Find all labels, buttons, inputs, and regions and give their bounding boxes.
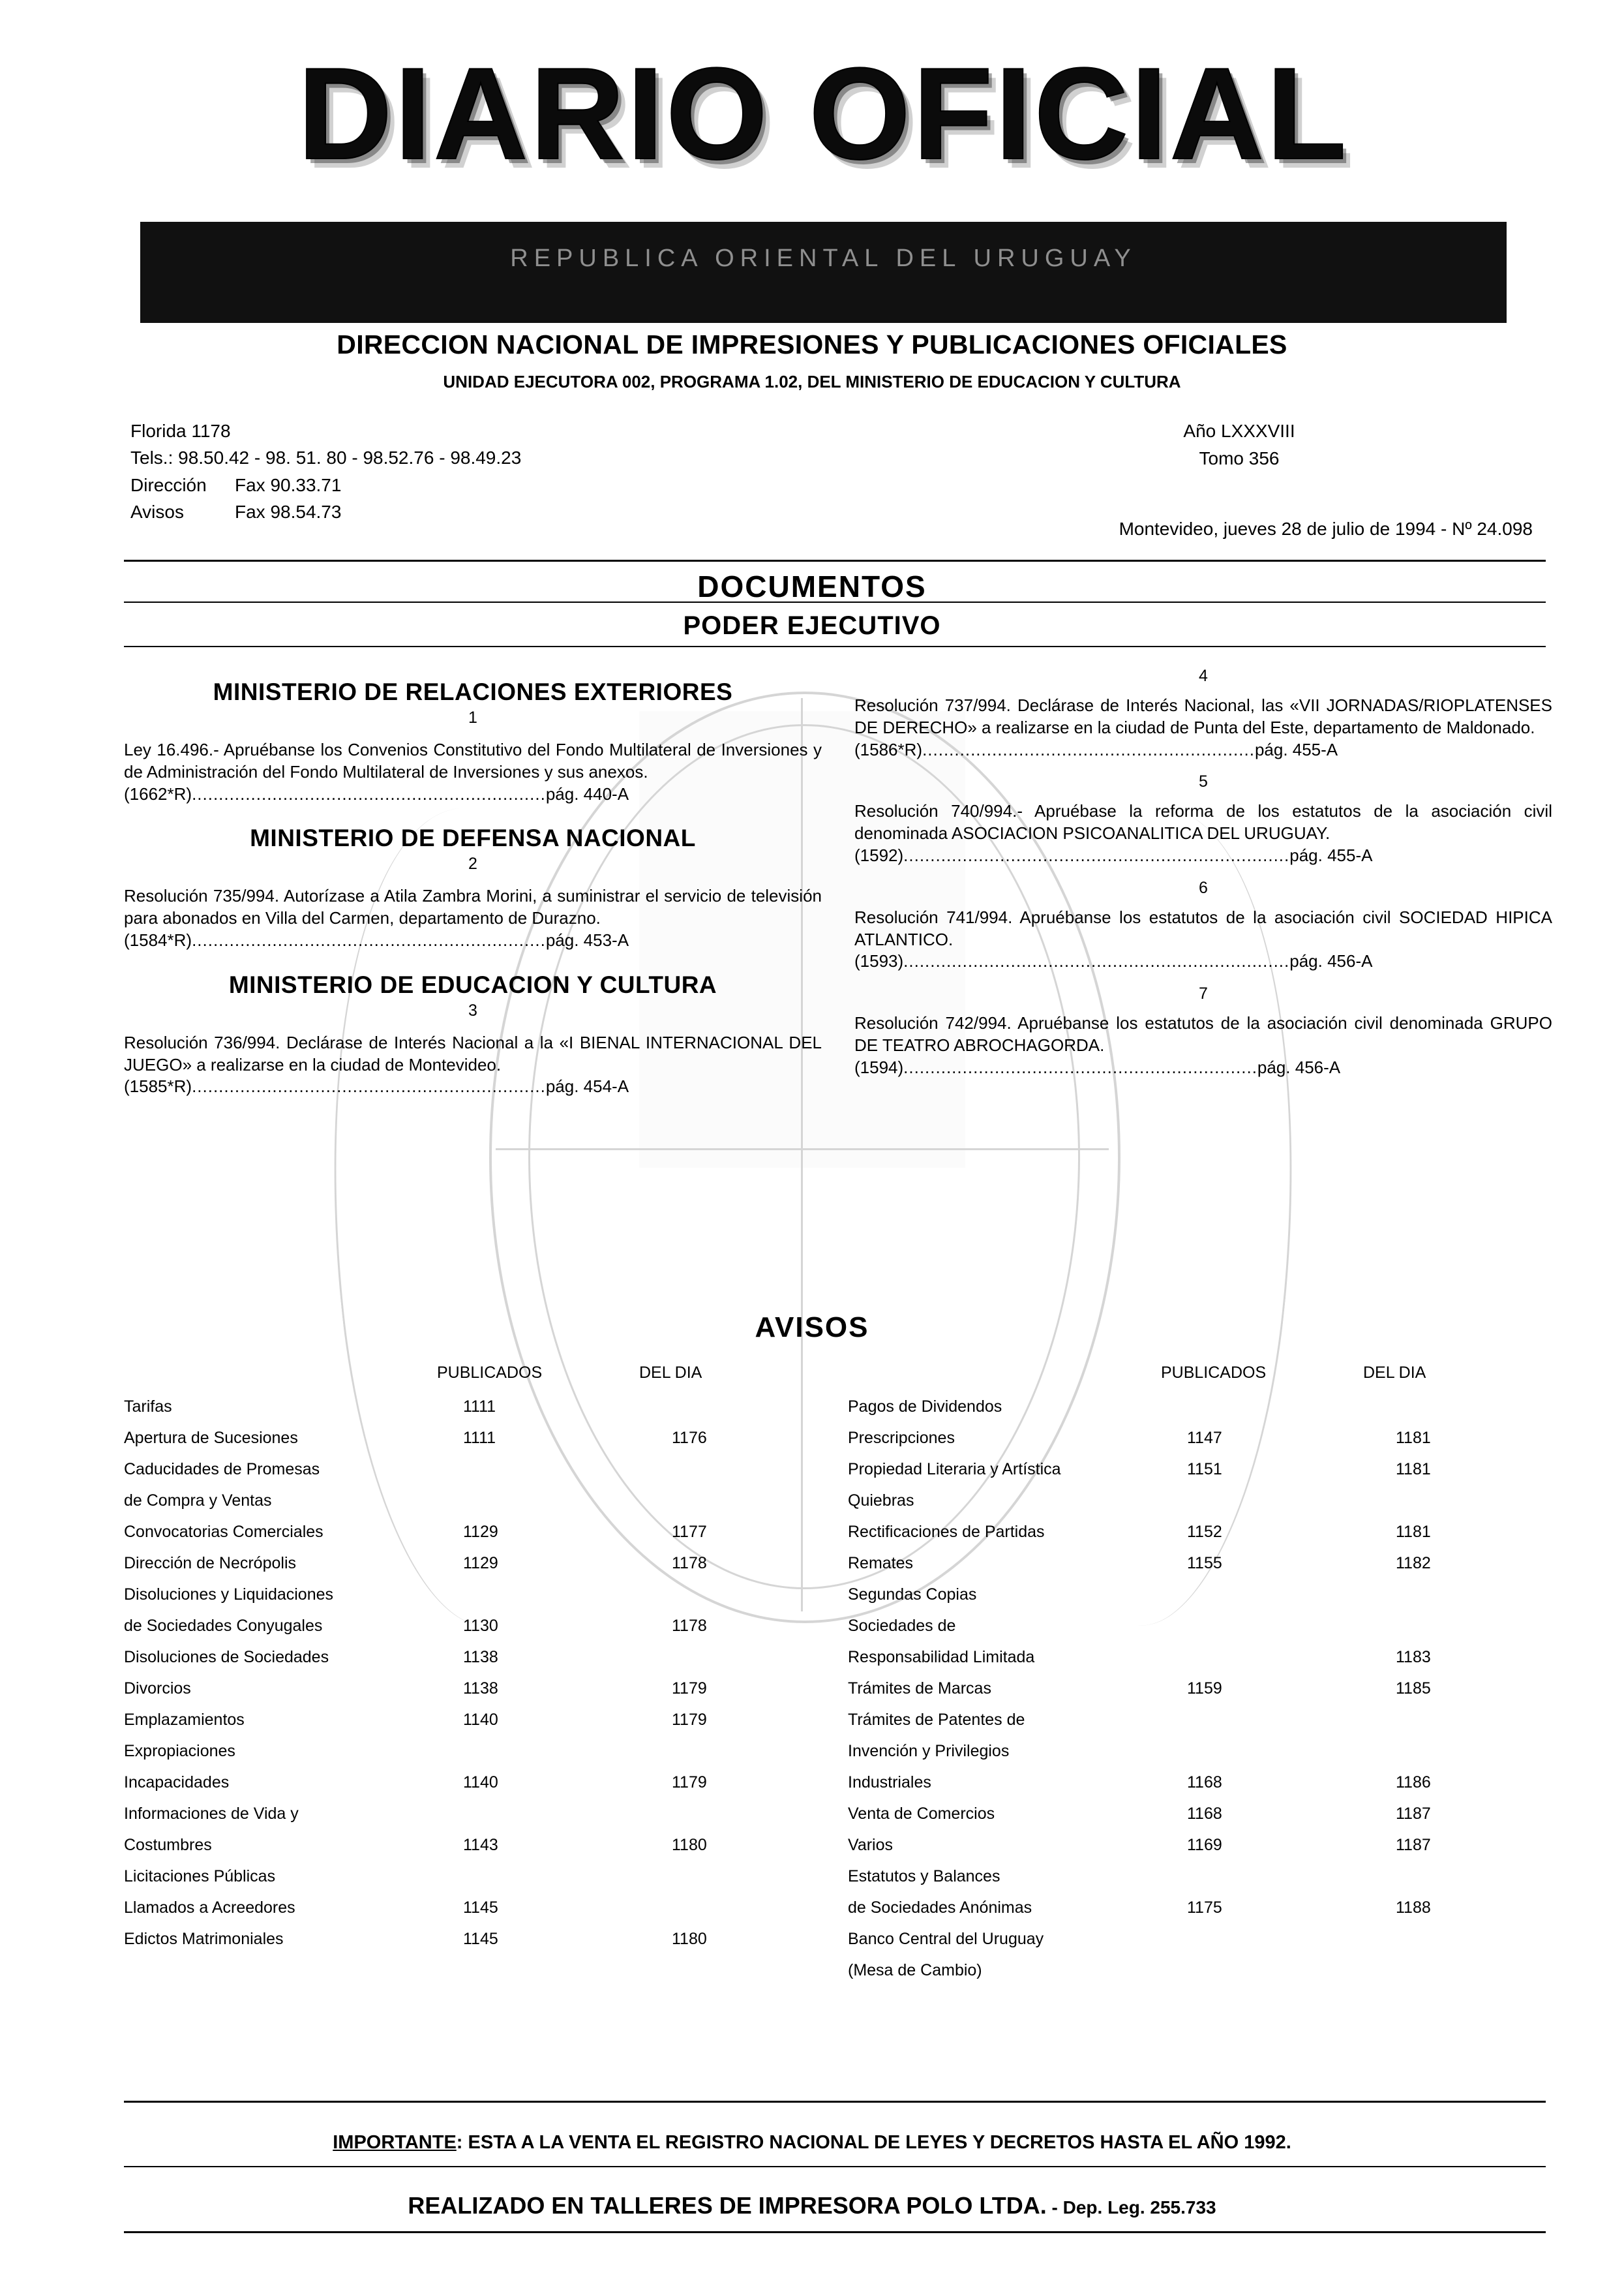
contact-avisos-row — [130, 498, 521, 525]
row-label: Remates — [848, 1554, 914, 1572]
row-label: Quiebras — [848, 1491, 914, 1510]
row-publicados: 1129 — [463, 1554, 498, 1572]
entry-ref: (1594) — [854, 1057, 904, 1077]
entry-text: Resolución 740/994.- Apruébase la reforma de los estatutos de la asociación civil denominada ASOCIACION PSICOANALITICA DEL URUGUAY. — [854, 801, 1552, 844]
unit-line: UNIDAD EJECUTORA 002, PROGRAMA 1.02, DEL MINISTERIO DE EDUCACION Y CULTURA — [443, 372, 1181, 391]
row-del-dia: 1180 — [672, 1930, 707, 1948]
row-label: Rectificaciones de Partidas — [848, 1523, 1045, 1541]
row-publicados: 1169 — [1187, 1836, 1222, 1854]
row-publicados: 1168 — [1187, 1805, 1222, 1823]
table-row — [848, 1742, 1549, 1773]
document-entry — [854, 695, 1552, 761]
contact-avisos-fax: Fax 98.54.73 — [235, 502, 342, 523]
entry-text: Resolución 736/994. Declárase de Interés Nacional a la «I BIENAL INTERNACIONAL DEL JUEGO» a realizarse en la ciudad de Montevideo. — [124, 1032, 822, 1074]
row-label: Propiedad Literaria y Artística — [848, 1460, 1061, 1478]
entry-text: Resolución 737/994. Declárase de Interés Nacional, las «VII JORNADAS/RIOPLATENSES DE DERECHO» a realizarse en la ciudad de Punta del Este, departamento de Maldonado. — [854, 695, 1552, 737]
entry-dots: .................................................................. — [192, 784, 546, 804]
row-publicados: 1140 — [463, 1773, 498, 1791]
row-label: Llamados a Acreedores — [124, 1898, 295, 1917]
divider-poder — [124, 646, 1546, 647]
entry-text: Resolución 742/994. Apruébanse los estatutos de la asociación civil denominada GRUPO DE TEATRO ABROCHAGORDA. — [854, 1013, 1552, 1055]
row-publicados: 1140 — [463, 1711, 498, 1729]
row-label: Informaciones de Vida y — [124, 1805, 299, 1823]
footer-important-text: : ESTA A LA VENTA EL REGISTRO NACIONAL DE LEYES Y DECRETOS HASTA EL AÑO 1992. — [456, 2132, 1291, 2153]
entry-dots: ........................................................................ — [903, 951, 1290, 971]
table-row — [124, 1773, 825, 1805]
table-row — [848, 1429, 1549, 1460]
row-publicados: 1129 — [463, 1523, 498, 1541]
row-publicados: 1143 — [463, 1836, 498, 1854]
row-label: Incapacidades — [124, 1773, 230, 1791]
table-row — [124, 1898, 825, 1930]
row-del-dia: 1177 — [672, 1523, 707, 1541]
avisos-header-right — [848, 1364, 1549, 1397]
row-label: Estatutos y Balances — [848, 1867, 1000, 1885]
avisos-column-right — [848, 1364, 1549, 1992]
item-number: 6 — [1199, 878, 1208, 897]
row-del-dia: 1187 — [1396, 1805, 1431, 1823]
footer-printer-name: REALIZADO EN TALLERES DE IMPRESORA POLO LTDA. — [408, 2192, 1047, 2219]
table-row — [124, 1867, 825, 1898]
row-publicados: 1152 — [1187, 1523, 1222, 1541]
column-header-del-dia: DEL DIA — [639, 1364, 702, 1382]
row-label: Expropiaciones — [124, 1742, 235, 1760]
table-row — [848, 1491, 1549, 1523]
entry-ref: (1586*R) — [854, 739, 923, 759]
row-label: Prescripciones — [848, 1429, 955, 1447]
row-publicados: 1145 — [463, 1898, 498, 1917]
contact-avisos-label: Avisos — [130, 502, 184, 523]
table-row — [124, 1460, 825, 1491]
table-row — [848, 1836, 1549, 1867]
row-publicados: 1130 — [463, 1617, 498, 1635]
row-label: Divorcios — [124, 1679, 191, 1698]
issue-year: Año LXXXVIII — [1183, 421, 1295, 441]
table-row — [124, 1805, 825, 1836]
divider-footer-bottom — [124, 2231, 1546, 2233]
documents-column-left — [124, 659, 822, 1110]
document-entry — [854, 800, 1552, 866]
row-label: de Compra y Ventas — [124, 1491, 272, 1510]
row-label: Industriales — [848, 1773, 931, 1791]
row-publicados: 1155 — [1187, 1554, 1222, 1572]
footer-important-label: IMPORTANTE — [333, 2132, 457, 2153]
row-publicados: 1147 — [1187, 1429, 1222, 1447]
row-label: de Sociedades Conyugales — [124, 1617, 323, 1635]
row-label: Apertura de Sucesiones — [124, 1429, 298, 1447]
contact-phones: Tels.: 98.50.42 - 98. 51. 80 - 98.52.76 - 98.49.23 — [130, 448, 522, 468]
column-header-del-dia: DEL DIA — [1363, 1364, 1426, 1382]
divider-top — [124, 560, 1546, 562]
entry-page: pág. 453-A — [545, 930, 629, 950]
row-publicados: 1111 — [463, 1397, 496, 1416]
table-row — [124, 1930, 825, 1961]
section-documentos: DOCUMENTOS — [697, 570, 927, 603]
footer-important — [0, 2132, 1624, 2154]
section-poder-ejecutivo: PODER EJECUTIVO — [683, 611, 941, 640]
row-del-dia: 1185 — [1396, 1679, 1431, 1698]
table-row — [848, 1711, 1549, 1742]
entry-dots: ........................................................................ — [903, 845, 1290, 865]
row-label: Licitaciones Públicas — [124, 1867, 276, 1885]
table-row — [848, 1679, 1549, 1711]
row-publicados: 1151 — [1187, 1460, 1222, 1478]
row-label: Varios — [848, 1836, 894, 1854]
republic-line: REPUBLICA ORIENTAL DEL URUGUAY — [510, 245, 1137, 272]
table-row — [848, 1961, 1549, 1992]
row-publicados: 1138 — [463, 1679, 498, 1698]
item-number: 2 — [468, 855, 477, 874]
row-publicados: 1168 — [1187, 1773, 1222, 1791]
document-entry — [854, 1013, 1552, 1078]
table-row — [124, 1523, 825, 1554]
table-row — [848, 1930, 1549, 1961]
row-label: Banco Central del Uruguay — [848, 1930, 1044, 1948]
entry-page: pág. 456-A — [1257, 1057, 1341, 1077]
entry-dots: .................................................................. — [903, 1057, 1257, 1077]
entry-page: pág. 454-A — [545, 1076, 629, 1097]
row-del-dia: 1181 — [1396, 1460, 1431, 1478]
publication-title: DIARIO OFICIAL — [297, 41, 1349, 187]
contact-direccion-row — [130, 472, 521, 498]
contact-address: Florida 1178 — [130, 421, 231, 441]
table-row — [124, 1648, 825, 1679]
documents-column-right — [854, 659, 1552, 1091]
row-label: Sociedades de — [848, 1617, 956, 1635]
row-label: Pagos de Dividendos — [848, 1397, 1002, 1416]
table-row — [848, 1773, 1549, 1805]
row-del-dia: 1181 — [1396, 1429, 1431, 1447]
table-row — [848, 1648, 1549, 1679]
table-row — [848, 1898, 1549, 1930]
row-del-dia: 1182 — [1396, 1554, 1431, 1572]
row-label: Trámites de Marcas — [848, 1679, 991, 1698]
entry-page: pág. 455-A — [1289, 845, 1373, 865]
avisos-header-left — [124, 1364, 825, 1397]
table-row — [124, 1617, 825, 1648]
ministry-heading: MINISTERIO DE RELACIONES EXTERIORES — [213, 678, 733, 705]
entry-page: pág. 440-A — [545, 784, 629, 804]
row-del-dia: 1179 — [672, 1711, 707, 1729]
contact-direccion-fax: Fax 90.33.71 — [235, 474, 342, 495]
row-label: Costumbres — [124, 1836, 212, 1854]
table-row — [124, 1679, 825, 1711]
row-del-dia: 1178 — [672, 1554, 707, 1572]
issue-tome: Tomo 356 — [1199, 448, 1280, 468]
row-label: Disoluciones y Liquidaciones — [124, 1585, 334, 1604]
entry-ref: (1585*R) — [124, 1076, 192, 1097]
entry-text: Ley 16.496.- Apruébanse los Convenios Constitutivo del Fondo Multilateral de Inversiones y de Administración del Fondo Multilateral de Inversiones y sus anexos. — [124, 740, 822, 782]
direction-line: DIRECCION NACIONAL DE IMPRESIONES Y PUBLICACIONES OFICIALES — [337, 329, 1287, 359]
entry-ref: (1662*R) — [124, 784, 192, 804]
item-number: 7 — [1199, 984, 1208, 1003]
table-row — [848, 1523, 1549, 1554]
table-row — [124, 1836, 825, 1867]
item-number: 1 — [468, 709, 477, 727]
row-del-dia: 1179 — [672, 1773, 707, 1791]
row-del-dia: 1187 — [1396, 1836, 1431, 1854]
entry-text: Resolución 735/994. Autorízase a Atila Zambra Morini, a suministrar el servicio de televisión para abonados en Villa del Carmen, departamento de Durazno. — [124, 886, 822, 928]
table-row — [124, 1742, 825, 1773]
row-publicados: 1145 — [463, 1930, 498, 1948]
contact-direccion-label: Dirección — [130, 474, 207, 495]
document-entry — [124, 1032, 822, 1098]
footer-printer — [0, 2192, 1624, 2219]
document-entry — [124, 739, 822, 805]
ministry-heading: MINISTERIO DE EDUCACION Y CULTURA — [228, 971, 717, 998]
row-publicados: 1138 — [463, 1648, 498, 1666]
table-row — [848, 1554, 1549, 1585]
row-del-dia: 1180 — [672, 1836, 707, 1854]
document-entry — [124, 885, 822, 951]
row-del-dia: 1181 — [1396, 1523, 1431, 1541]
row-label: Venta de Comercios — [848, 1805, 995, 1823]
column-header-publicados: PUBLICADOS — [437, 1364, 543, 1382]
row-label: (Mesa de Cambio) — [848, 1961, 982, 1979]
item-number: 5 — [1199, 772, 1208, 791]
row-del-dia: 1183 — [1396, 1648, 1431, 1666]
entry-dots: .................................................................. — [192, 930, 546, 950]
item-number: 4 — [1199, 667, 1208, 685]
row-del-dia: 1188 — [1396, 1898, 1431, 1917]
table-row — [124, 1429, 825, 1460]
row-label: Trámites de Patentes de — [848, 1711, 1025, 1729]
masthead — [134, 36, 1513, 310]
entry-page: pág. 456-A — [1289, 951, 1373, 971]
table-row — [124, 1397, 825, 1429]
row-label: Dirección de Necrópolis — [124, 1554, 297, 1572]
row-publicados: 1159 — [1187, 1679, 1222, 1698]
entry-ref: (1593) — [854, 951, 904, 971]
divider-footer-mid — [124, 2166, 1546, 2167]
row-label: Segundas Copias — [848, 1585, 977, 1604]
table-row — [848, 1397, 1549, 1429]
row-label: Convocatorias Comerciales — [124, 1523, 323, 1541]
row-label: Invención y Privilegios — [848, 1742, 1010, 1760]
footer-deposit: - Dep. Leg. 255.733 — [1046, 2197, 1216, 2217]
ministry-heading: MINISTERIO DE DEFENSA NACIONAL — [250, 825, 696, 852]
table-row — [848, 1805, 1549, 1836]
table-row — [124, 1711, 825, 1742]
row-label: Edictos Matrimoniales — [124, 1930, 284, 1948]
contact-block — [130, 418, 521, 526]
issue-block — [946, 418, 1533, 472]
entry-text: Resolución 741/994. Apruébanse los estatutos de la asociación civil SOCIEDAD HIPICA ATLANTICO. — [854, 907, 1552, 949]
row-publicados: 1175 — [1187, 1898, 1222, 1917]
row-label: Emplazamientos — [124, 1711, 245, 1729]
row-publicados: 1111 — [463, 1429, 496, 1447]
table-row — [124, 1491, 825, 1523]
table-row — [848, 1460, 1549, 1491]
row-del-dia: 1179 — [672, 1679, 707, 1698]
avisos-column-left — [124, 1364, 825, 1961]
table-row — [124, 1554, 825, 1585]
row-del-dia: 1178 — [672, 1617, 707, 1635]
row-label: Caducidades de Promesas — [124, 1460, 320, 1478]
row-label: de Sociedades Anónimas — [848, 1898, 1032, 1917]
section-avisos: AVISOS — [755, 1311, 869, 1343]
table-row — [848, 1867, 1549, 1898]
divider-footer-top — [124, 2101, 1546, 2103]
row-label: Tarifas — [124, 1397, 172, 1416]
document-entry — [854, 907, 1552, 973]
item-number: 3 — [468, 1001, 477, 1020]
row-label: Disoluciones de Sociedades — [124, 1648, 329, 1666]
column-header-publicados: PUBLICADOS — [1161, 1364, 1267, 1382]
entry-ref: (1592) — [854, 845, 904, 865]
row-label: Responsabilidad Limitada — [848, 1648, 1035, 1666]
row-del-dia: 1176 — [672, 1429, 707, 1447]
issue-date: Montevideo, jueves 28 de julio de 1994 - Nº 24.098 — [1119, 519, 1533, 539]
entry-ref: (1584*R) — [124, 930, 192, 950]
table-row — [848, 1585, 1549, 1617]
entry-dots: .............................................................. — [922, 739, 1255, 759]
entry-dots: .................................................................. — [192, 1076, 546, 1097]
table-row — [848, 1617, 1549, 1648]
table-row — [124, 1585, 825, 1617]
entry-page: pág. 455-A — [1254, 739, 1338, 759]
row-del-dia: 1186 — [1396, 1773, 1431, 1791]
